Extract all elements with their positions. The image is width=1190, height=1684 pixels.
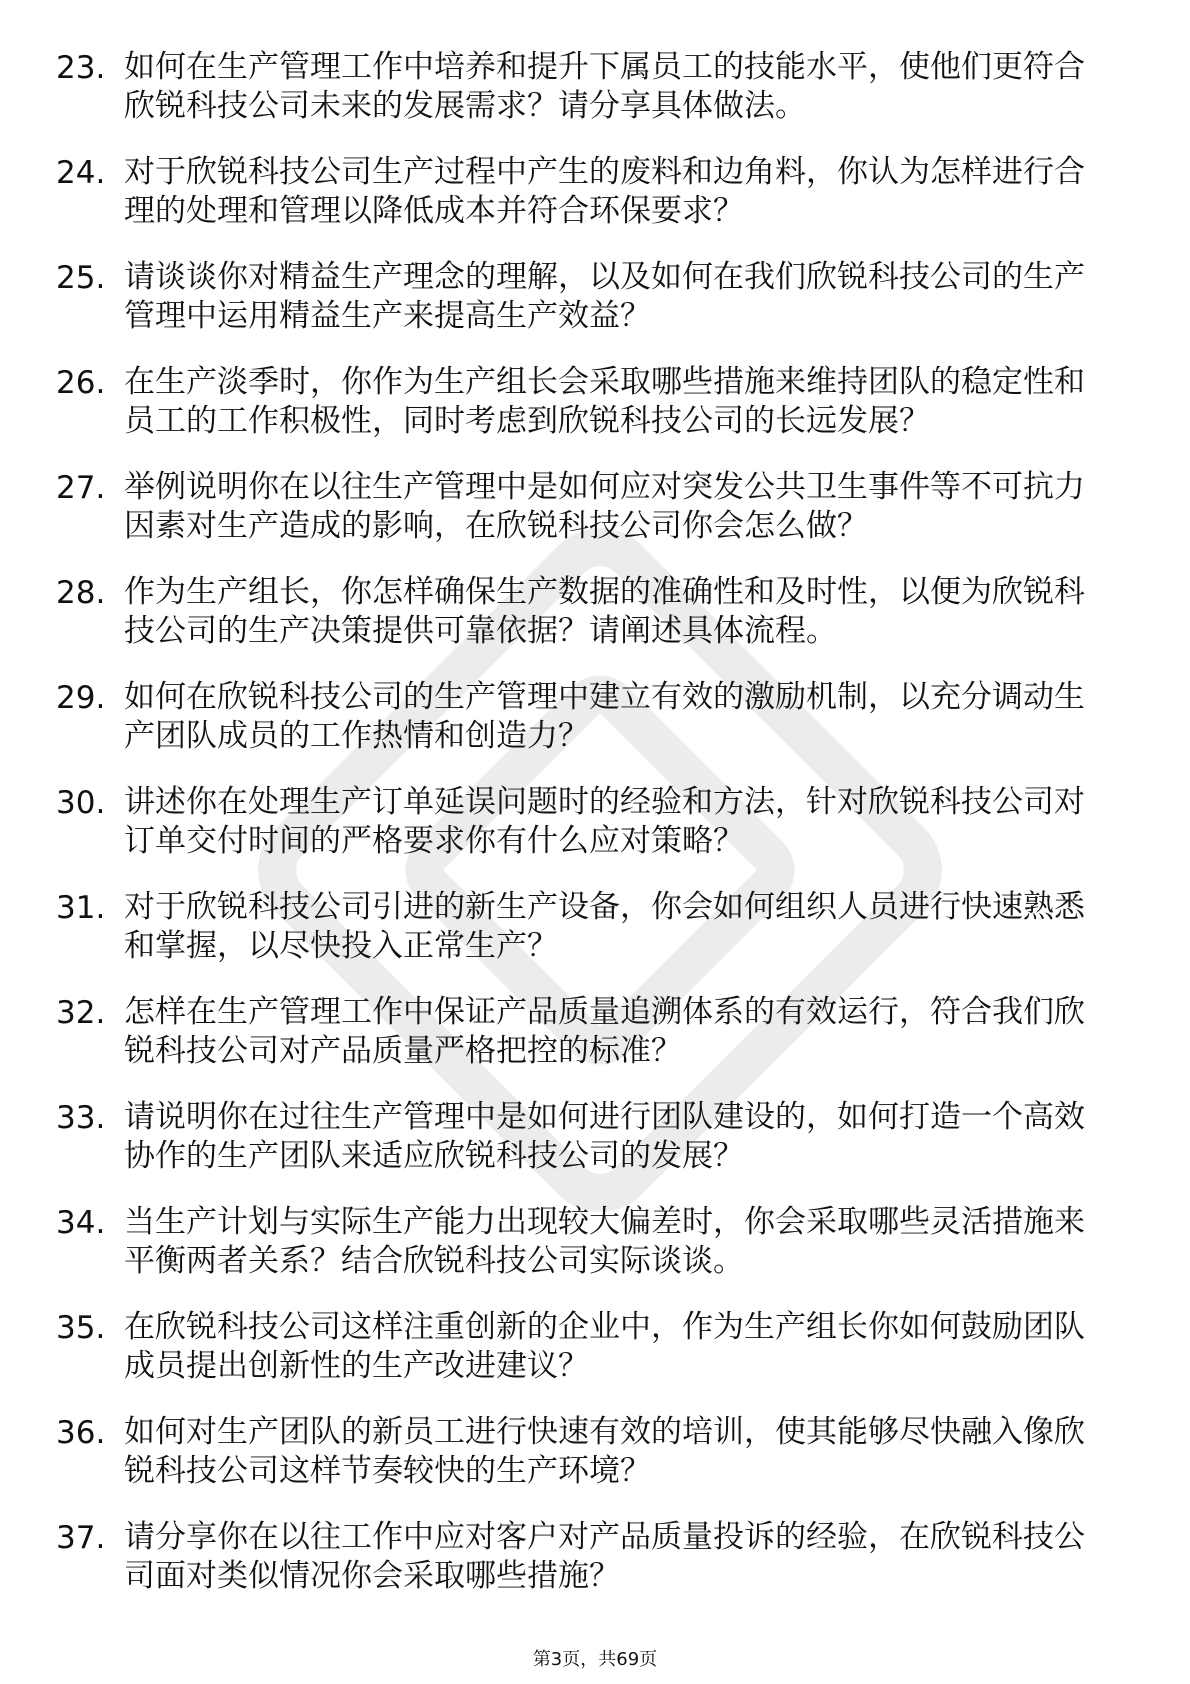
question-number: 23. — [56, 50, 106, 86]
question-item — [0, 46, 1190, 126]
question-number: 28. — [56, 575, 106, 611]
question-item — [0, 991, 1190, 1071]
question-item — [0, 1306, 1190, 1386]
page-number-footer: 第3页，共69页 — [532, 1649, 658, 1670]
question-text: 如何在生产管理工作中培养和提升下属员工的技能水平，使他们更符合欣锐科技公司未来的发展需求？请分享具体做法。 — [124, 49, 1085, 124]
question-text: 在生产淡季时，你作为生产组长会采取哪些措施来维持团队的稳定性和员工的工作积极性，同时考虑到欣锐科技公司的长远发展？ — [124, 364, 1085, 439]
question-number: 31. — [56, 890, 106, 926]
question-item — [0, 571, 1190, 651]
question-text: 讲述你在处理生产订单延误问题时的经验和方法，针对欣锐科技公司对订单交付时间的严格要求你有什么应对策略？ — [124, 784, 1085, 859]
question-number: 29. — [56, 680, 106, 716]
question-text: 在欣锐科技公司这样注重创新的企业中，作为生产组长你如何鼓励团队成员提出创新性的生产改进建议？ — [124, 1309, 1085, 1384]
question-item — [0, 256, 1190, 336]
question-number: 24. — [56, 155, 106, 191]
question-text: 举例说明你在以往生产管理中是如何应对突发公共卫生事件等不可抗力因素对生产造成的影响，在欣锐科技公司你会怎么做？ — [124, 469, 1085, 544]
question-number: 30. — [56, 785, 106, 821]
question-text: 作为生产组长，你怎样确保生产数据的准确性和及时性，以便为欣锐科技公司的生产决策提供可靠依据？请阐述具体流程。 — [124, 574, 1085, 649]
question-text: 对于欣锐科技公司引进的新生产设备，你会如何组织人员进行快速熟悉和掌握，以尽快投入正常生产？ — [124, 889, 1085, 964]
question-number: 37. — [56, 1520, 106, 1556]
question-item — [0, 466, 1190, 546]
question-number: 35. — [56, 1310, 106, 1346]
question-text: 请说明你在过往生产管理中是如何进行团队建设的，如何打造一个高效协作的生产团队来适应欣锐科技公司的发展？ — [124, 1099, 1085, 1174]
question-number: 27. — [56, 470, 106, 506]
question-list — [0, 46, 1190, 1621]
question-number: 36. — [56, 1415, 106, 1451]
question-text: 请分享你在以往工作中应对客户对产品质量投诉的经验，在欣锐科技公司面对类似情况你会采取哪些措施？ — [124, 1519, 1085, 1594]
question-item — [0, 781, 1190, 861]
question-text: 怎样在生产管理工作中保证产品质量追溯体系的有效运行，符合我们欣锐科技公司对产品质量严格把控的标准？ — [124, 994, 1085, 1069]
question-item — [0, 1096, 1190, 1176]
question-item — [0, 886, 1190, 966]
question-number: 34. — [56, 1205, 106, 1241]
question-text: 当生产计划与实际生产能力出现较大偏差时，你会采取哪些灵活措施来平衡两者关系？结合欣锐科技公司实际谈谈。 — [124, 1204, 1085, 1279]
question-text: 如何对生产团队的新员工进行快速有效的培训，使其能够尽快融入像欣锐科技公司这样节奏较快的生产环境？ — [124, 1414, 1085, 1489]
question-item — [0, 1516, 1190, 1596]
question-number: 33. — [56, 1100, 106, 1136]
question-number: 32. — [56, 995, 106, 1031]
question-item — [0, 1411, 1190, 1491]
question-item — [0, 361, 1190, 441]
question-text: 请谈谈你对精益生产理念的理解，以及如何在我们欣锐科技公司的生产管理中运用精益生产来提高生产效益？ — [124, 259, 1085, 334]
question-text: 如何在欣锐科技公司的生产管理中建立有效的激励机制，以充分调动生产团队成员的工作热情和创造力？ — [124, 679, 1085, 754]
question-item — [0, 1201, 1190, 1281]
question-number: 26. — [56, 365, 106, 401]
question-text: 对于欣锐科技公司生产过程中产生的废料和边角料，你认为怎样进行合理的处理和管理以降低成本并符合环保要求？ — [124, 154, 1085, 229]
question-number: 25. — [56, 260, 106, 296]
question-item — [0, 151, 1190, 231]
question-item — [0, 676, 1190, 756]
